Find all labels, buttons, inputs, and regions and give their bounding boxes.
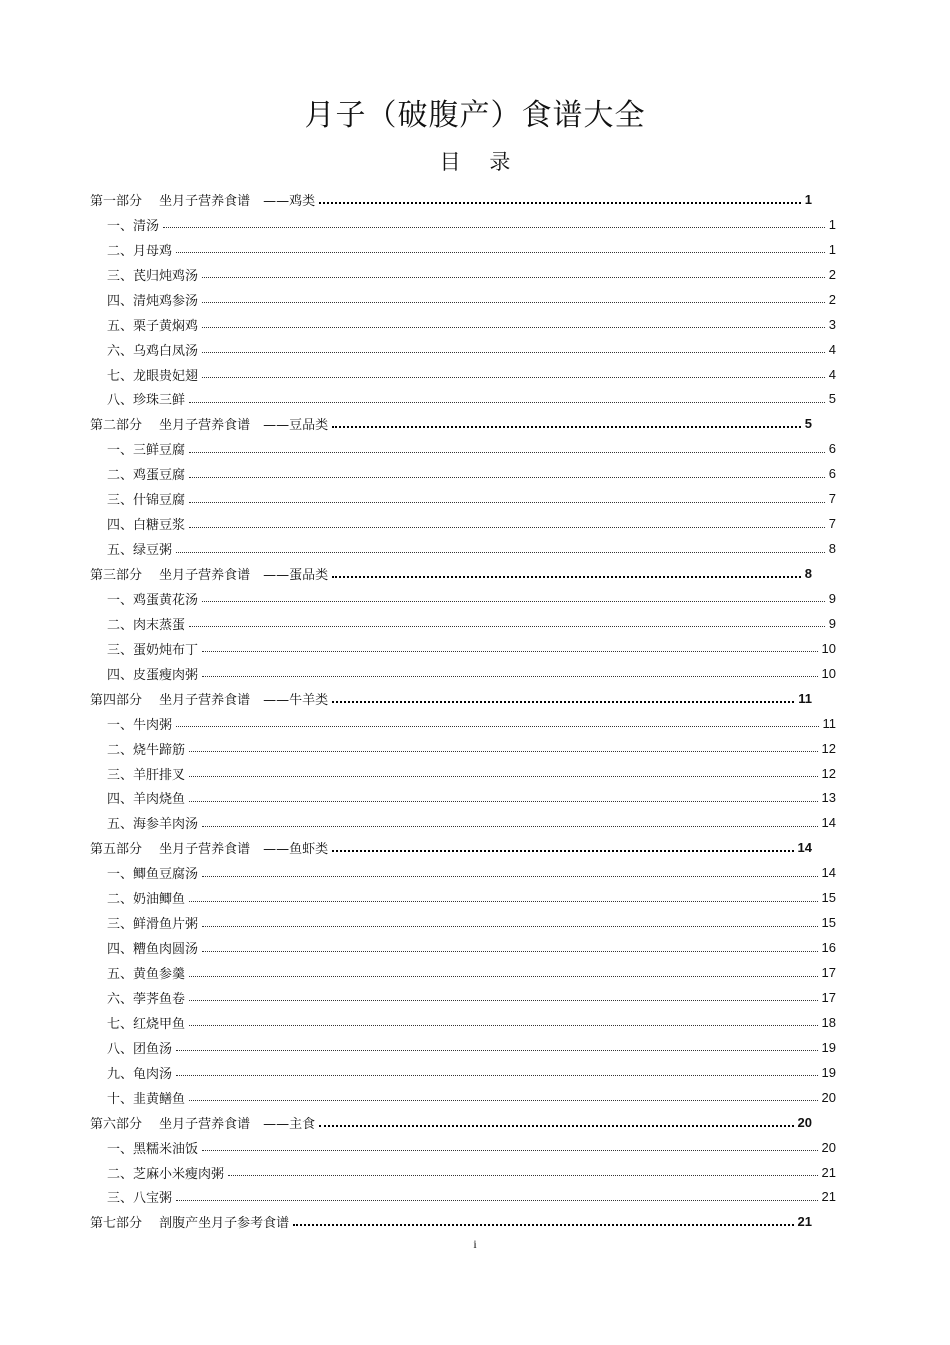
toc-part-entry[interactable] bbox=[90, 187, 812, 212]
toc-entry-label: 二、鸡蛋豆腐 bbox=[107, 468, 186, 484]
toc-entry-page: 8 bbox=[804, 566, 812, 582]
toc-item-entry[interactable] bbox=[90, 312, 836, 337]
dot-leader bbox=[189, 999, 818, 1001]
toc-entry-label: 九、龟肉汤 bbox=[107, 1066, 173, 1082]
toc-entry-page: 1 bbox=[828, 241, 836, 257]
toc-entry-page: 14 bbox=[821, 815, 836, 831]
toc-entry-label: 六、乌鸡白凤汤 bbox=[107, 343, 199, 359]
toc-entry-label: 三、八宝粥 bbox=[107, 1191, 173, 1207]
toc-entry-page: 11 bbox=[822, 715, 836, 731]
dot-leader bbox=[189, 775, 818, 777]
dot-leader bbox=[202, 925, 818, 927]
toc-item-entry[interactable] bbox=[90, 287, 836, 312]
table-of-contents bbox=[90, 187, 850, 1234]
toc-entry-label: 五、黄鱼参羹 bbox=[107, 967, 186, 983]
toc-item-entry[interactable] bbox=[90, 711, 836, 736]
toc-entry-page: 20 bbox=[821, 1089, 836, 1105]
toc-entry-page: 13 bbox=[821, 790, 836, 806]
dot-leader bbox=[202, 301, 825, 303]
dot-leader bbox=[332, 575, 801, 578]
toc-entry-label: 一、黑糯米油饭 bbox=[107, 1141, 199, 1157]
toc-entry-page: 20 bbox=[797, 1114, 812, 1130]
toc-entry-label: 二、月母鸡 bbox=[107, 243, 173, 259]
toc-entry-label: 第四部分 坐月子营养食谱 ——牛羊类 bbox=[90, 692, 329, 708]
toc-entry-label: 二、烧牛蹄筋 bbox=[107, 742, 186, 758]
toc-item-entry[interactable] bbox=[90, 636, 836, 661]
toc-entry-label: 三、蛋奶炖布丁 bbox=[107, 642, 199, 658]
dot-leader bbox=[202, 825, 818, 827]
toc-entry-page: 5 bbox=[828, 391, 836, 407]
toc-entry-label: 四、皮蛋瘦肉粥 bbox=[107, 667, 199, 683]
toc-entry-label: 一、鸡蛋黄花汤 bbox=[107, 592, 199, 608]
toc-entry-label: 三、鲜滑鱼片粥 bbox=[107, 917, 199, 933]
toc-entry-page: 18 bbox=[821, 1014, 836, 1030]
toc-entry-page: 12 bbox=[821, 765, 836, 781]
dot-leader bbox=[189, 1024, 818, 1026]
toc-entry-page: 15 bbox=[821, 915, 836, 931]
toc-item-entry[interactable] bbox=[90, 262, 836, 287]
toc-item-entry[interactable] bbox=[90, 1085, 836, 1110]
toc-entry-label: 第一部分 坐月子营养食谱 ——鸡类 bbox=[90, 193, 316, 209]
toc-item-entry[interactable] bbox=[90, 436, 836, 461]
toc-item-entry[interactable] bbox=[90, 1010, 836, 1035]
toc-entry-label: 四、羊肉烧鱼 bbox=[107, 792, 186, 808]
dot-leader bbox=[189, 501, 825, 503]
toc-entry-page: 17 bbox=[821, 989, 836, 1005]
toc-item-entry[interactable] bbox=[90, 985, 836, 1010]
dot-leader bbox=[176, 551, 825, 553]
toc-part-entry[interactable] bbox=[90, 1209, 812, 1234]
dot-leader bbox=[202, 875, 818, 877]
toc-item-entry[interactable] bbox=[90, 387, 836, 412]
toc-entry-page: 4 bbox=[828, 366, 836, 382]
toc-item-entry[interactable] bbox=[90, 611, 836, 636]
toc-entry-label: 三、什锦豆腐 bbox=[107, 493, 186, 509]
toc-entry-label: 一、牛肉粥 bbox=[107, 717, 173, 733]
toc-entry-page: 19 bbox=[821, 1064, 836, 1080]
toc-entry-page: 1 bbox=[804, 191, 812, 207]
toc-entry-page: 10 bbox=[821, 640, 836, 656]
dot-leader bbox=[189, 526, 825, 528]
toc-item-entry[interactable] bbox=[90, 461, 836, 486]
dot-leader bbox=[189, 900, 818, 902]
toc-entry-page: 21 bbox=[821, 1189, 836, 1205]
toc-entry-label: 一、鲫鱼豆腐汤 bbox=[107, 867, 199, 883]
toc-entry-label: 六、荸荠鱼卷 bbox=[107, 991, 186, 1007]
toc-entry-page: 1 bbox=[828, 216, 836, 232]
toc-part-entry[interactable] bbox=[90, 1110, 812, 1135]
toc-item-entry[interactable] bbox=[90, 935, 836, 960]
toc-item-entry[interactable] bbox=[90, 736, 836, 761]
toc-item-entry[interactable] bbox=[90, 910, 836, 935]
toc-entry-label: 二、芝麻小米瘦肉粥 bbox=[107, 1166, 225, 1182]
toc-item-entry[interactable] bbox=[90, 661, 836, 686]
dot-leader bbox=[176, 1074, 818, 1076]
toc-part-entry[interactable] bbox=[90, 835, 812, 860]
toc-entry-page: 2 bbox=[828, 266, 836, 282]
dot-leader bbox=[189, 476, 825, 478]
toc-entry-page: 16 bbox=[821, 940, 836, 956]
toc-entry-label: 十、韭黄鳝鱼 bbox=[107, 1091, 186, 1107]
toc-item-entry[interactable] bbox=[90, 1035, 836, 1060]
toc-item-entry[interactable] bbox=[90, 212, 836, 237]
dot-leader bbox=[202, 376, 825, 378]
toc-entry-label: 第二部分 坐月子营养食谱 ——豆品类 bbox=[90, 418, 329, 434]
document-title: 月子（破腹产）食谱大全 bbox=[304, 98, 646, 133]
toc-entry-label: 四、糟鱼肉圆汤 bbox=[107, 942, 199, 958]
toc-part-entry[interactable] bbox=[90, 561, 812, 586]
toc-entry-page: 21 bbox=[821, 1164, 836, 1180]
toc-entry-label: 五、栗子黄焖鸡 bbox=[107, 318, 199, 334]
toc-entry-page: 6 bbox=[828, 441, 836, 457]
dot-leader bbox=[202, 675, 818, 677]
toc-item-entry[interactable] bbox=[90, 786, 836, 811]
toc-entry-page: 14 bbox=[821, 865, 836, 881]
dot-leader bbox=[189, 750, 818, 752]
toc-item-entry[interactable] bbox=[90, 960, 836, 985]
toc-item-entry[interactable] bbox=[90, 337, 836, 362]
dot-leader bbox=[332, 700, 794, 703]
dot-leader bbox=[228, 1174, 818, 1176]
toc-entry-label: 八、珍珠三鲜 bbox=[107, 393, 186, 409]
dot-leader bbox=[189, 625, 825, 627]
toc-item-entry[interactable] bbox=[90, 810, 836, 835]
dot-leader bbox=[202, 950, 818, 952]
toc-entry-page: 20 bbox=[821, 1139, 836, 1155]
dot-leader bbox=[189, 401, 825, 403]
toc-entry-page: 15 bbox=[821, 890, 836, 906]
toc-entry-label: 二、肉末蒸蛋 bbox=[107, 617, 186, 633]
dot-leader bbox=[176, 251, 825, 253]
toc-item-entry[interactable] bbox=[90, 1185, 836, 1210]
toc-entry-page: 9 bbox=[828, 615, 836, 631]
toc-entry-label: 一、三鲜豆腐 bbox=[107, 443, 186, 459]
toc-item-entry[interactable] bbox=[90, 1160, 836, 1185]
toc-entry-page: 7 bbox=[828, 491, 836, 507]
dot-leader bbox=[202, 650, 818, 652]
dot-leader bbox=[202, 276, 825, 278]
toc-entry-page: 9 bbox=[828, 590, 836, 606]
dot-leader bbox=[319, 201, 801, 204]
dot-leader bbox=[202, 351, 825, 353]
dot-leader bbox=[332, 849, 793, 852]
toc-item-entry[interactable] bbox=[90, 511, 836, 536]
toc-entry-label: 三、芪归炖鸡汤 bbox=[107, 268, 199, 284]
dot-leader bbox=[176, 1049, 818, 1051]
toc-entry-page: 12 bbox=[821, 740, 836, 756]
toc-part-entry[interactable] bbox=[90, 686, 812, 711]
toc-item-entry[interactable] bbox=[90, 536, 836, 561]
toc-entry-label: 七、龙眼贵妃翅 bbox=[107, 368, 199, 384]
toc-entry-label: 七、红烧甲鱼 bbox=[107, 1016, 186, 1032]
toc-entry-page: 4 bbox=[828, 341, 836, 357]
toc-entry-label: 三、羊肝排叉 bbox=[107, 767, 186, 783]
toc-item-entry[interactable] bbox=[90, 237, 836, 262]
toc-entry-page: 19 bbox=[821, 1039, 836, 1055]
dot-leader bbox=[176, 1199, 818, 1201]
toc-entry-page: 6 bbox=[828, 466, 836, 482]
dot-leader bbox=[189, 975, 818, 977]
toc-heading: 目 录 bbox=[439, 150, 511, 174]
dot-leader bbox=[189, 451, 825, 453]
toc-item-entry[interactable] bbox=[90, 586, 836, 611]
toc-entry-page: 7 bbox=[828, 516, 836, 532]
dot-leader bbox=[202, 1149, 818, 1151]
toc-entry-page: 21 bbox=[797, 1214, 812, 1230]
toc-entry-page: 3 bbox=[828, 316, 836, 332]
toc-entry-label: 一、清汤 bbox=[107, 218, 160, 234]
dot-leader bbox=[189, 800, 818, 802]
toc-item-entry[interactable] bbox=[90, 860, 836, 885]
toc-part-entry[interactable] bbox=[90, 411, 812, 436]
dot-leader bbox=[319, 1124, 793, 1127]
toc-item-entry[interactable] bbox=[90, 761, 836, 786]
toc-entry-label: 四、清炖鸡参汤 bbox=[107, 293, 199, 309]
toc-item-entry[interactable] bbox=[90, 486, 836, 511]
toc-entry-page: 2 bbox=[828, 291, 836, 307]
toc-entry-label: 四、白糖豆浆 bbox=[107, 518, 186, 534]
dot-leader bbox=[189, 1099, 818, 1101]
dot-leader bbox=[332, 425, 801, 428]
toc-entry-label: 第三部分 坐月子营养食谱 ——蛋品类 bbox=[90, 568, 329, 584]
toc-item-entry[interactable] bbox=[90, 362, 836, 387]
toc-entry-label: 二、奶油鲫鱼 bbox=[107, 892, 186, 908]
toc-entry-label: 八、团鱼汤 bbox=[107, 1041, 173, 1057]
page-number: i bbox=[473, 1237, 477, 1251]
dot-leader bbox=[176, 725, 818, 727]
toc-entry-page: 11 bbox=[798, 690, 812, 706]
toc-entry-page: 17 bbox=[821, 965, 836, 981]
toc-item-entry[interactable] bbox=[90, 1135, 836, 1160]
toc-item-entry[interactable] bbox=[90, 885, 836, 910]
toc-entry-page: 5 bbox=[804, 416, 812, 432]
toc-entry-label: 第七部分 剖腹产坐月子参考食谱 bbox=[90, 1216, 290, 1232]
toc-entry-label: 五、海参羊肉汤 bbox=[107, 817, 199, 833]
dot-leader bbox=[202, 600, 825, 602]
toc-item-entry[interactable] bbox=[90, 1060, 836, 1085]
toc-entry-page: 8 bbox=[828, 541, 836, 557]
dot-leader bbox=[202, 326, 825, 328]
dot-leader bbox=[293, 1223, 793, 1226]
toc-entry-label: 第五部分 坐月子营养食谱 ——鱼虾类 bbox=[90, 842, 329, 858]
toc-entry-page: 14 bbox=[797, 840, 812, 856]
toc-entry-page: 10 bbox=[821, 665, 836, 681]
toc-entry-label: 五、绿豆粥 bbox=[107, 543, 173, 559]
toc-entry-label: 第六部分 坐月子营养食谱 ——主食 bbox=[90, 1116, 316, 1132]
dot-leader bbox=[163, 226, 825, 228]
